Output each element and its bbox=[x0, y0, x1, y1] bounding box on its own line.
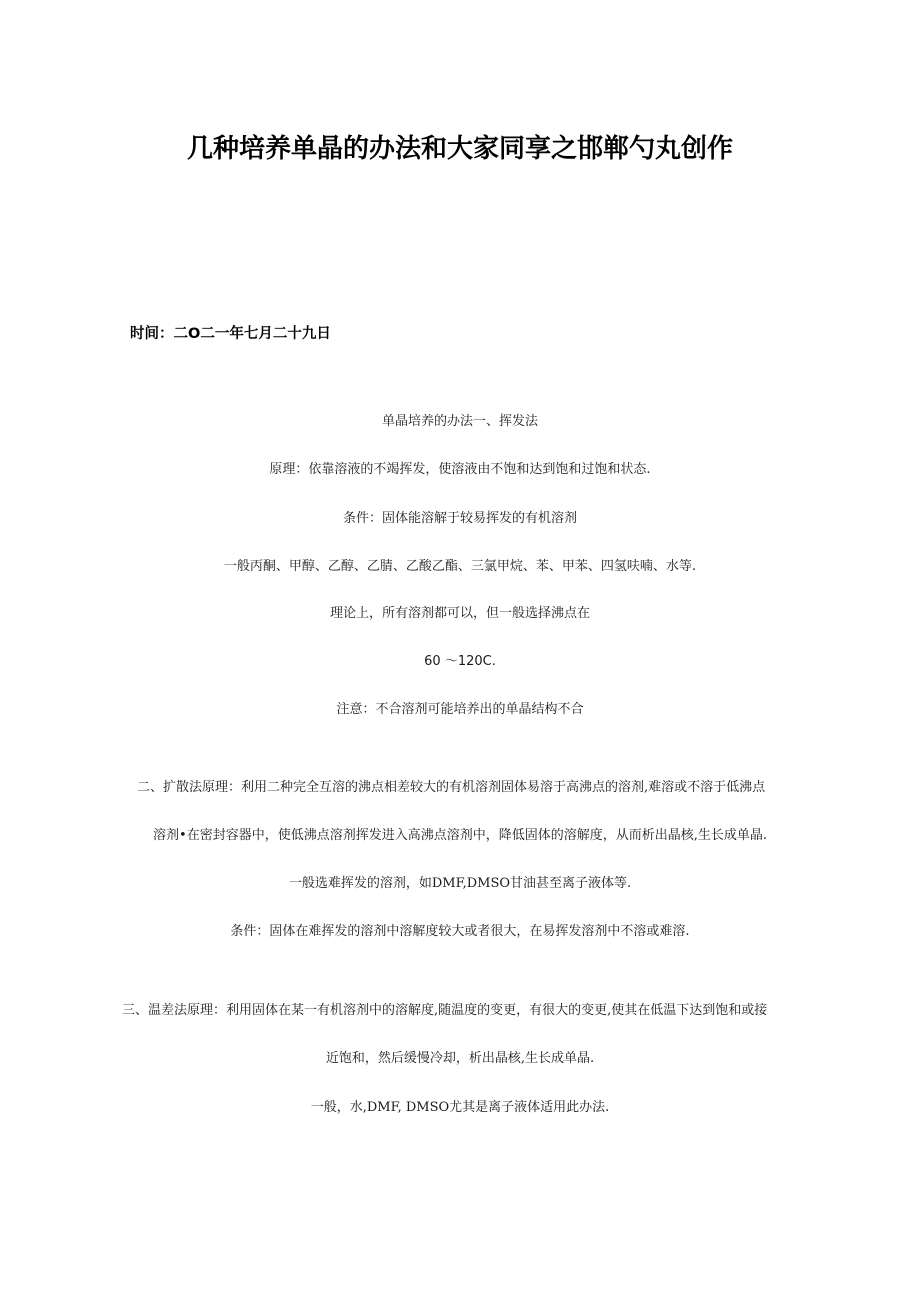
evaporation-boiling-range: 60 ～120C. bbox=[424, 654, 496, 669]
diffusion-principle-line2: 溶剂•在密封容器中，使低沸点溶剂挥发进入高沸点溶剂中，降低固体的溶解度，从而析出晶核,生长成单晶. bbox=[153, 828, 767, 843]
section-heading-evaporation: 单晶培养的办法一、挥发法 bbox=[381, 414, 538, 429]
diffusion-principle-line1: 二、扩散法原理：利用二种完全互溶的沸点相差较大的有机溶剂固体易溶于高沸点的溶剂,难溶或不溶于低沸点 bbox=[137, 780, 766, 795]
document-title: 几种培养单晶的办法和大家同享之邯郸勺丸创作 bbox=[186, 134, 733, 164]
temperature-principle-line1: 三、温差法原理：利用固体在某一有机溶剂中的溶解度,随温度的变更，有很大的变更,使其在低温下达到饱和或接 bbox=[122, 1003, 768, 1018]
temperature-solvents: 一般，水,DMF, DMSO尤其是离子液体适用此办法. bbox=[310, 1100, 610, 1115]
document-date: 时间：二O二一年七月二十九日 bbox=[130, 326, 331, 342]
evaporation-solvents: 一般丙酮、甲醇、乙醇、乙腈、乙酸乙酯、三氯甲烷、苯、甲苯、四氢呋喃、水等. bbox=[223, 559, 697, 574]
evaporation-note: 注意：不合溶剂可能培养出的单晶结构不合 bbox=[336, 702, 584, 717]
diffusion-condition: 条件：固体在难挥发的溶剂中溶解度较大或者很大，在易挥发溶剂中不溶或难溶. bbox=[230, 924, 690, 939]
evaporation-theory: 理论上，所有溶剂都可以，但一般选择沸点在 bbox=[329, 606, 590, 621]
diffusion-solvents: 一般选难挥发的溶剂，如DMF,DMSO甘油甚至离子液体等. bbox=[288, 876, 632, 891]
temperature-principle-line2: 近饱和，然后缓慢冷却，析出晶核,生长成单晶. bbox=[325, 1051, 595, 1066]
evaporation-condition: 条件：固体能溶解于较易挥发的有机溶剂 bbox=[342, 511, 577, 526]
evaporation-principle: 原理：依靠溶液的不竭挥发，使溶液由不饱和达到饱和过饱和状态. bbox=[269, 462, 651, 477]
